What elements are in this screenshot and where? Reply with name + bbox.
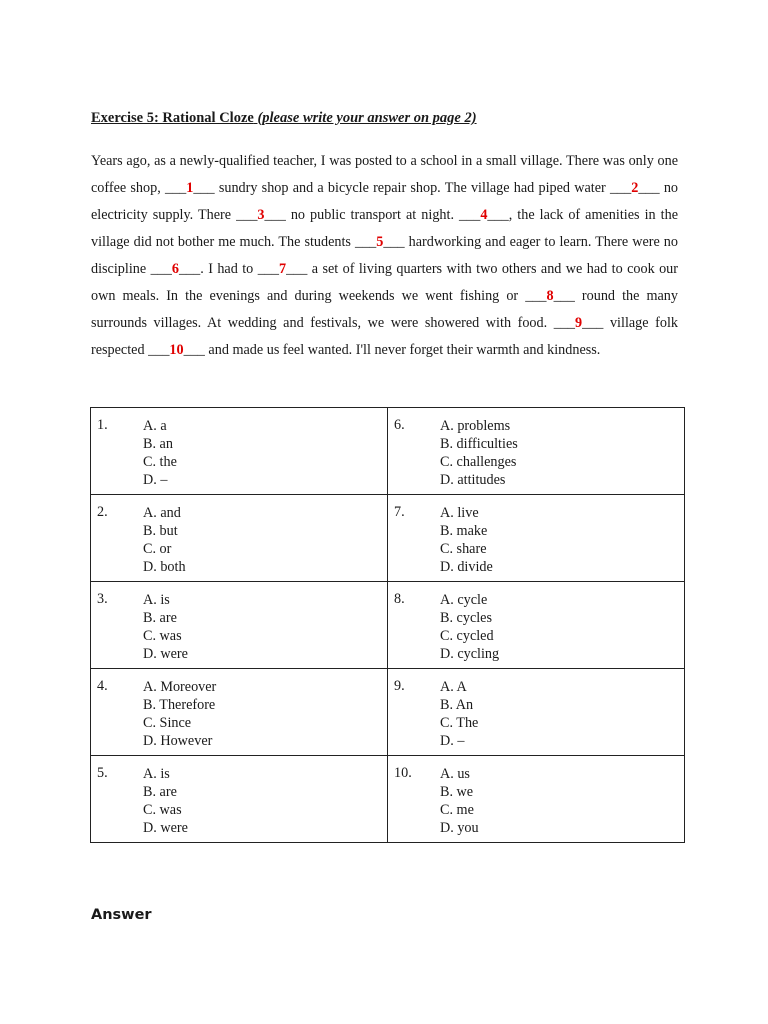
question-number: 8.: [394, 591, 405, 607]
choice-option: B. an: [143, 436, 173, 452]
question-number: 5.: [97, 765, 108, 781]
passage-text: round the many surrounds villages. At wedding and festivals, we were showered with food.: [91, 288, 678, 331]
choice-option: D. However: [143, 733, 213, 749]
options-row: [91, 408, 685, 495]
choice-list: [143, 591, 188, 663]
blank-number: 2: [631, 180, 639, 196]
choice-option: D. –: [440, 733, 465, 749]
question-number: 7.: [394, 504, 405, 520]
choice-option: A. Moreover: [143, 679, 217, 695]
blank-2: ___2___: [609, 180, 660, 196]
blank-number: 10: [169, 342, 184, 358]
exercise-title-main: Exercise 5: Rational Cloze: [91, 110, 254, 126]
choice-option: C. share: [440, 541, 487, 557]
choice-option: A. cycle: [440, 592, 488, 608]
choice-list: [440, 504, 493, 576]
question-cell: [91, 756, 388, 843]
answer-heading: Answer: [91, 907, 152, 923]
cloze-passage: [91, 148, 678, 364]
passage-text: . I had to: [200, 261, 258, 277]
blank-9: ___9___: [553, 315, 604, 331]
blank-10: ___10___: [148, 342, 205, 358]
choice-option: A. A: [440, 679, 467, 695]
choice-list: [440, 765, 479, 837]
choice-list: [143, 678, 216, 750]
question-number: 2.: [97, 504, 108, 520]
question-cell: [91, 582, 388, 669]
passage-text: sundry shop and a bicycle repair shop. The village had piped water: [214, 180, 610, 196]
choice-option: D. you: [440, 820, 479, 836]
options-row: [91, 495, 685, 582]
question-cell: [388, 408, 685, 495]
choice-option: D. were: [143, 646, 188, 662]
question-cell: [388, 582, 685, 669]
blank-number: 8: [546, 288, 554, 304]
options-row: [91, 669, 685, 756]
passage-text: Years ago, as a newly-qualified teacher, I was posted to a school in a small village. There was only one coffee shop,: [91, 153, 678, 196]
passage-text: a set of living quarters with two others and we had to cook our own meals. In the evenings and during weekends we went fishing or: [91, 261, 679, 304]
question-cell: [91, 408, 388, 495]
choice-option: D. –: [143, 472, 168, 488]
blank-number: 5: [376, 234, 384, 250]
choice-list: [440, 678, 478, 750]
blank-7: ___7___: [257, 261, 308, 277]
question-number: 3.: [97, 591, 108, 607]
choice-option: A. is: [143, 766, 170, 782]
blank-3: ___3___: [236, 207, 286, 223]
passage-text: and made us feel wanted. I'll never forget their warmth and kindness.: [204, 342, 601, 358]
question-cell: [91, 669, 388, 756]
choice-option: C. challenges: [440, 454, 517, 470]
choice-option: B. we: [440, 784, 474, 800]
blank-4: ___4___: [459, 207, 509, 223]
blank-5: ___5___: [354, 234, 405, 250]
blank-number: 1: [186, 180, 194, 196]
blank-1: ___1___: [164, 180, 215, 196]
passage-text: no public transport at night.: [285, 207, 460, 223]
choice-option: C. was: [143, 802, 182, 818]
options-row: [91, 756, 685, 843]
choice-option: C. me: [440, 802, 474, 818]
choice-list: [143, 765, 188, 837]
choice-option: C. cycled: [440, 628, 494, 644]
choice-option: B. are: [143, 610, 177, 626]
question-cell: [388, 669, 685, 756]
exercise-title: [91, 110, 477, 127]
passage-text: no electricity supply. There: [91, 180, 679, 223]
choice-option: A. us: [440, 766, 470, 782]
choice-option: D. both: [143, 559, 186, 575]
choice-option: A. and: [143, 505, 181, 521]
options-table: [90, 407, 685, 843]
question-cell: [388, 756, 685, 843]
choice-option: C. Since: [143, 715, 192, 731]
choice-list: [440, 591, 499, 663]
choice-option: B. but: [143, 523, 178, 539]
question-cell: [388, 495, 685, 582]
question-number: 1.: [97, 417, 108, 433]
choice-option: A. is: [143, 592, 170, 608]
choice-option: B. difficulties: [440, 436, 518, 452]
blank-6: ___6___: [150, 261, 201, 277]
blank-number: 6: [171, 261, 179, 277]
choice-option: D. attitudes: [440, 472, 506, 488]
question-number: 6.: [394, 417, 405, 433]
question-number: 9.: [394, 678, 405, 694]
blank-number: 3: [257, 207, 265, 223]
choice-option: D. were: [143, 820, 188, 836]
choice-option: A. live: [440, 505, 479, 521]
passage-text: , the lack of amenities in the village did not bother me much. The students: [91, 207, 678, 250]
choice-list: [440, 417, 518, 489]
passage-text: hardworking and eager to learn. There were no discipline: [91, 234, 678, 277]
choice-option: B. cycles: [440, 610, 493, 626]
choice-option: B. are: [143, 784, 177, 800]
choice-option: A. problems: [440, 418, 511, 434]
blank-8: ___8___: [525, 288, 575, 304]
choice-option: D. divide: [440, 559, 493, 575]
passage-text: village folk respected: [91, 315, 678, 358]
choice-option: C. was: [143, 628, 182, 644]
blank-number: 9: [575, 315, 583, 331]
question-cell: [91, 495, 388, 582]
choice-option: C. The: [440, 715, 479, 731]
exercise-title-instruction: (please write your answer on page 2): [257, 110, 477, 126]
question-number: 4.: [97, 678, 108, 694]
blank-number: 7: [278, 261, 287, 277]
choice-option: D. cycling: [440, 646, 500, 662]
choice-list: [143, 504, 186, 576]
choice-option: A. a: [143, 418, 167, 434]
choice-option: B. Therefore: [143, 697, 216, 713]
blank-number: 4: [480, 207, 488, 223]
choice-list: [143, 417, 177, 489]
choice-option: B. An: [440, 697, 474, 713]
choice-option: B. make: [440, 523, 488, 539]
question-number: 10.: [394, 765, 412, 781]
options-row: [91, 582, 685, 669]
choice-option: C. or: [143, 541, 172, 557]
choice-option: C. the: [143, 454, 177, 470]
